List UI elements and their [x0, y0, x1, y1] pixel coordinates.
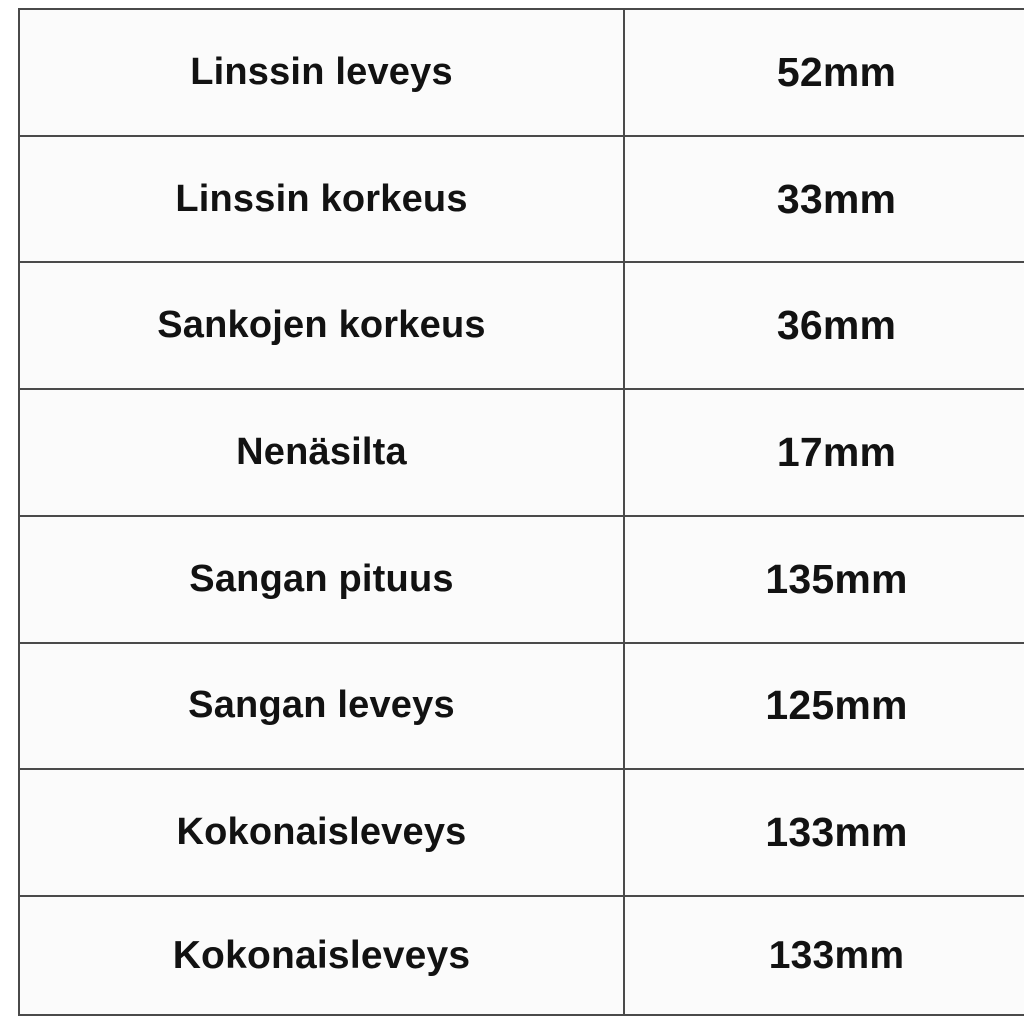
spec-label: Sankojen korkeus — [19, 262, 624, 389]
table-row — [19, 643, 1024, 770]
spec-value: 125mm — [765, 682, 908, 729]
table-row — [19, 389, 1024, 516]
table-row — [19, 516, 1024, 643]
table-row — [19, 896, 1024, 1015]
spec-label: Kokonaisleveys — [19, 896, 624, 1015]
specifications-table — [18, 8, 1024, 1016]
specifications-table-body — [19, 9, 1024, 1015]
spec-label: Linssin korkeus — [19, 136, 624, 263]
table-row — [19, 136, 1024, 263]
spec-value: 133mm — [768, 933, 905, 977]
spec-label: Kokonaisleveys — [19, 769, 624, 896]
spec-value: 135mm — [765, 555, 908, 602]
spec-value: 33mm — [776, 175, 897, 222]
spec-value: 133mm — [765, 809, 908, 856]
table-row — [19, 262, 1024, 389]
spec-label: Sangan pituus — [19, 516, 624, 643]
table-row — [19, 9, 1024, 136]
spec-label: Nenäsilta — [19, 389, 624, 516]
spec-value: 36mm — [776, 302, 897, 349]
table-row — [19, 769, 1024, 896]
spec-label: Sangan leveys — [19, 643, 624, 770]
spec-value: 17mm — [776, 429, 897, 476]
spec-value: 52mm — [776, 48, 897, 95]
spec-label: Linssin leveys — [19, 9, 624, 136]
